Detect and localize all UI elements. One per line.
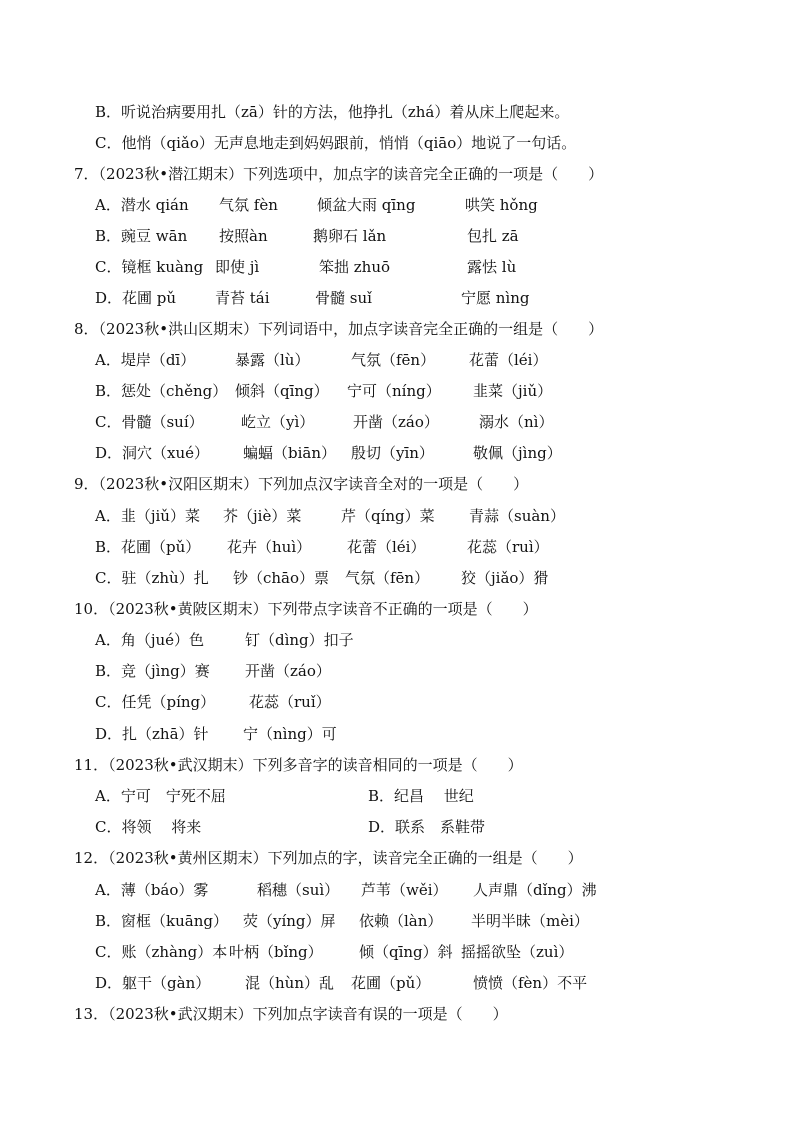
option-cell: 哄笑 hǒng [465,196,538,214]
option-cell: 花蕾（léi） [469,351,548,369]
option-cell: 宁愿 nìng [461,289,530,307]
option-cell: 溺水（nì） [479,413,554,431]
option-cell: 殷切（yīn） [351,444,434,462]
option-cell: B．豌豆 wān [95,227,188,245]
option-cell: 笨拙 zhuō [319,258,391,276]
option-cell: D．花圃 pǔ [95,289,177,307]
option-cell: 钞（chāo）票 [233,569,330,587]
option-line: B．听说治病要用扎（zā）针的方法，他挣扎（zhá）着从床上爬起来。 [95,103,570,121]
option-cell: 依赖（làn） [359,912,443,930]
option-cell: 骨髓 suǐ [315,289,372,307]
option-cell: 混（hùn）乱 [245,974,334,992]
option-cell: B．竞（jìng）赛 [95,662,210,680]
option-line: C．他悄（qiǎo）无声息地走到妈妈跟前，悄悄（qiāo）地说了一句话。 [95,134,577,152]
option-cell: C．账（zhàng）本 [95,943,228,961]
question-stem: 9．（2023秋•汉阳区期末）下列加点汉字读音全对的一项是（ ） [74,475,529,493]
option-cell: C．驻（zhù）扎 [95,569,209,587]
option-cell: 宁可（níng） [347,382,441,400]
option-cell: A．角（jué）色 [95,631,205,649]
option-cell: C．骨髓（suí） [95,413,204,431]
question-stem: 8．（2023秋•洪山区期末）下列词语中，加点字读音完全正确的一组是（ ） [74,320,604,338]
option-cell: 半明半昧（mèi） [471,912,589,930]
option-cell: 花蕊（ruì） [467,538,549,556]
option-cell: 芦苇（wěi） [361,881,448,899]
option-cell: 青苔 tái [215,289,270,307]
option-cell: B．窗框（kuāng） [95,912,228,930]
option-cell: 花蕾（léi） [347,538,426,556]
option-cell: 敬佩（jìng） [473,444,562,462]
option-cell: 气氛 fèn [219,196,278,214]
option-line: C．将领 将来 [95,818,202,836]
option-cell: 韭菜（jiǔ） [473,382,553,400]
option-cell: D．躯干（gàn） [95,974,211,992]
option-cell: 即使 jì [215,258,260,276]
option-line: A．宁可 宁死不屈 [95,787,226,805]
option-cell: B．花圃（pǔ） [95,538,201,556]
question-stem: 13．（2023秋•武汉期末）下列加点字读音有误的一项是（ ） [74,1005,508,1023]
option-cell: 屹立（yì） [241,413,315,431]
option-cell: D．洞穴（xué） [95,444,210,462]
question-stem: 7．（2023秋•潜江期末）下列选项中，加点字的读音完全正确的一项是（ ） [74,165,604,183]
option-cell: C．镜框 kuàng [95,258,204,276]
option-cell: 荧（yíng）屏 [243,912,336,930]
option-cell: 暴露（lù） [235,351,310,369]
question-stem: 10．（2023秋•黄陂区期末）下列带点字读音不正确的一项是（ ） [74,600,538,618]
option-line: B．纪昌 世纪 [368,787,474,805]
option-cell: A．堤岸（dī） [95,351,196,369]
option-cell: 鹅卵石 lǎn [313,227,387,245]
option-cell: 气氛（fēn） [351,351,436,369]
option-cell: A．潜水 qián [95,196,189,214]
option-cell: 花蕊（ruǐ） [249,693,331,711]
option-cell: 开凿（záo） [245,662,331,680]
option-cell: 宁（nìng）可 [243,725,337,743]
option-cell: 蝙蝠（biān） [243,444,337,462]
option-cell: 按照àn [219,227,268,245]
option-cell: 摇摇欲坠（zuì） [461,943,574,961]
option-cell: 人声鼎（dǐng）沸 [473,881,597,899]
option-cell: 钉（dìng）扣子 [245,631,354,649]
option-cell: 青蒜（suàn） [469,507,565,525]
option-cell: 狡（jiǎo）猾 [461,569,549,587]
option-cell: 花圃（pǔ） [351,974,431,992]
option-cell: 芹（qíng）菜 [341,507,435,525]
option-cell: 倾盆大雨 qīng [317,196,416,214]
question-stem: 12．（2023秋•黄州区期末）下列加点的字，读音完全正确的一组是（ ） [74,849,583,867]
option-cell: 愤愤（fèn）不平 [473,974,588,992]
option-cell: 气氛（fēn） [345,569,430,587]
option-cell: 开凿（záo） [353,413,439,431]
option-cell: 芥（jiè）菜 [223,507,302,525]
option-cell: B．惩处（chěng） [95,382,228,400]
option-cell: 包扎 zā [467,227,519,245]
option-cell: D．扎（zhā）针 [95,725,209,743]
option-cell: 倾（qīng）斜 [359,943,453,961]
option-line: D．联系 系鞋带 [368,818,486,836]
option-cell: 露怯 lù [467,258,517,276]
option-cell: 叶柄（bǐng） [229,943,323,961]
option-cell: 稻穗（suì） [257,881,340,899]
option-cell: A．薄（báo）雾 [95,881,209,899]
option-cell: 花卉（huì） [227,538,312,556]
option-cell: A．韭（jiǔ）菜 [95,507,200,525]
option-cell: C．任凭（píng） [95,693,216,711]
option-cell: 倾斜（qīng） [235,382,329,400]
question-stem: 11．（2023秋•武汉期末）下列多音字的读音相同的一项是（ ） [74,756,523,774]
